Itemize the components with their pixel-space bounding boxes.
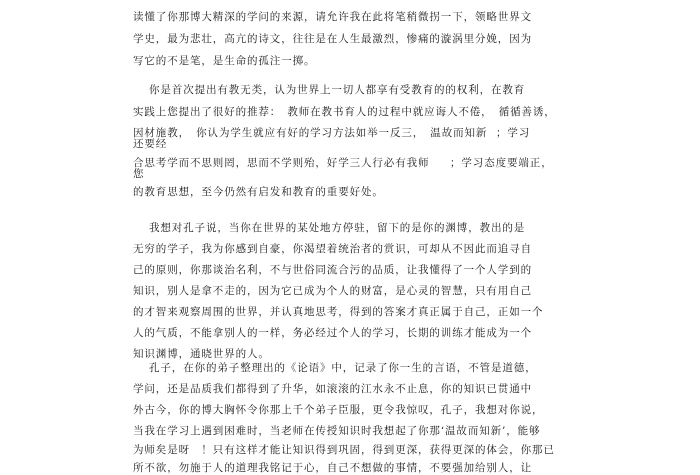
- paragraph-line: 无穷的学子，我为你感到自豪，你渴望着统治者的赏识，可却从不因此而追寻自: [133, 243, 532, 255]
- paragraph-line: 知识，别人是拿不走的，因为它已成为个人的财富，是心灵的智慧，只有用自己: [133, 285, 532, 297]
- paragraph-line: 您: [133, 168, 145, 180]
- paragraph-line: 外古今，你的博大胸怀令你那上千个弟子臣服，更令我惊叹，孔子，我想对你说，: [133, 404, 544, 416]
- paragraph-line: 的才智来观察周围的世界，并认真地思考，得到的答案才真正属于自己，正如一个: [133, 306, 544, 318]
- paragraph-line: 还要经: [133, 138, 168, 150]
- paragraph-line: 写它的不是笔，是生命的孤注一掷。: [133, 55, 316, 67]
- paragraph-line: 当我在学习上遇到困难时，当老师在传授知识时我想起了你那‘温故而知新’，能够: [133, 425, 541, 437]
- paragraph-line: 己的原则，你那谈治名利，不与世俗同流合污的品质，让我懂得了一个人学到的: [133, 264, 532, 276]
- paragraph-line: 因材施教， 你认为学生就应有好的学习方法如举一反三， 温故而知新: [133, 127, 488, 139]
- paragraph-line: 合思考学而不思则罔，思而不学则殆，好学三人行必有我师: [133, 157, 430, 169]
- cropped-top-line: [133, 0, 593, 7]
- paragraph-line: 实践上您提出了很好的推荐： 教师在教书育人的过程中就应诲人不倦， 循循善诱，: [133, 106, 556, 118]
- paragraph-line: 读懂了你那博大精深的学问的来源，请允许我在此将笔稍微拐一下，领略世界文: [133, 11, 532, 23]
- paragraph-line: 知识渊博，通晓世界的人。: [133, 348, 270, 360]
- paragraph-line: 为师矣是呀 ！只有这样才能让知识得到巩固，得到更深，获得更深的体会，你那已: [133, 444, 555, 456]
- paragraph-line: ；学习: [496, 127, 531, 139]
- paragraph-line: 所不欲，勿施于人的道理我铭记于心，自己不想做的事情，不要强加给别人，让: [133, 462, 532, 474]
- paragraph-line: 的教育思想，至今仍然有启发和教育的重要好处。: [133, 186, 384, 198]
- paragraph-line: 孔子，在你的弟子整理出的《论语》中，记录了你一生的言语，不管是道德，: [149, 362, 537, 374]
- paragraph-line: 学问，还是品质我们都得到了升华，如滚滚的江水永不止息，你的知识已贯通中: [133, 383, 532, 395]
- paragraph-line: 人的气质，不能拿别人的一样，务必经过个人的学习，长期的训练才能成为一个: [133, 327, 532, 339]
- paragraph-line: 我想对孔子说，当你在世界的某处地方停驻，留下的是你的渊博，教出的是: [149, 222, 526, 234]
- paragraph-line: 学史，最为悲壮，高亢的诗文，往往是在人生最激烈，惨痛的漩涡里分娩，因为: [133, 33, 532, 45]
- paragraph-line: ；学习态度要端正，: [450, 157, 553, 169]
- paragraph-line: 你是首次提出有教无类，认为世界上一切人都享有受教育的的权利，在教育: [149, 84, 526, 96]
